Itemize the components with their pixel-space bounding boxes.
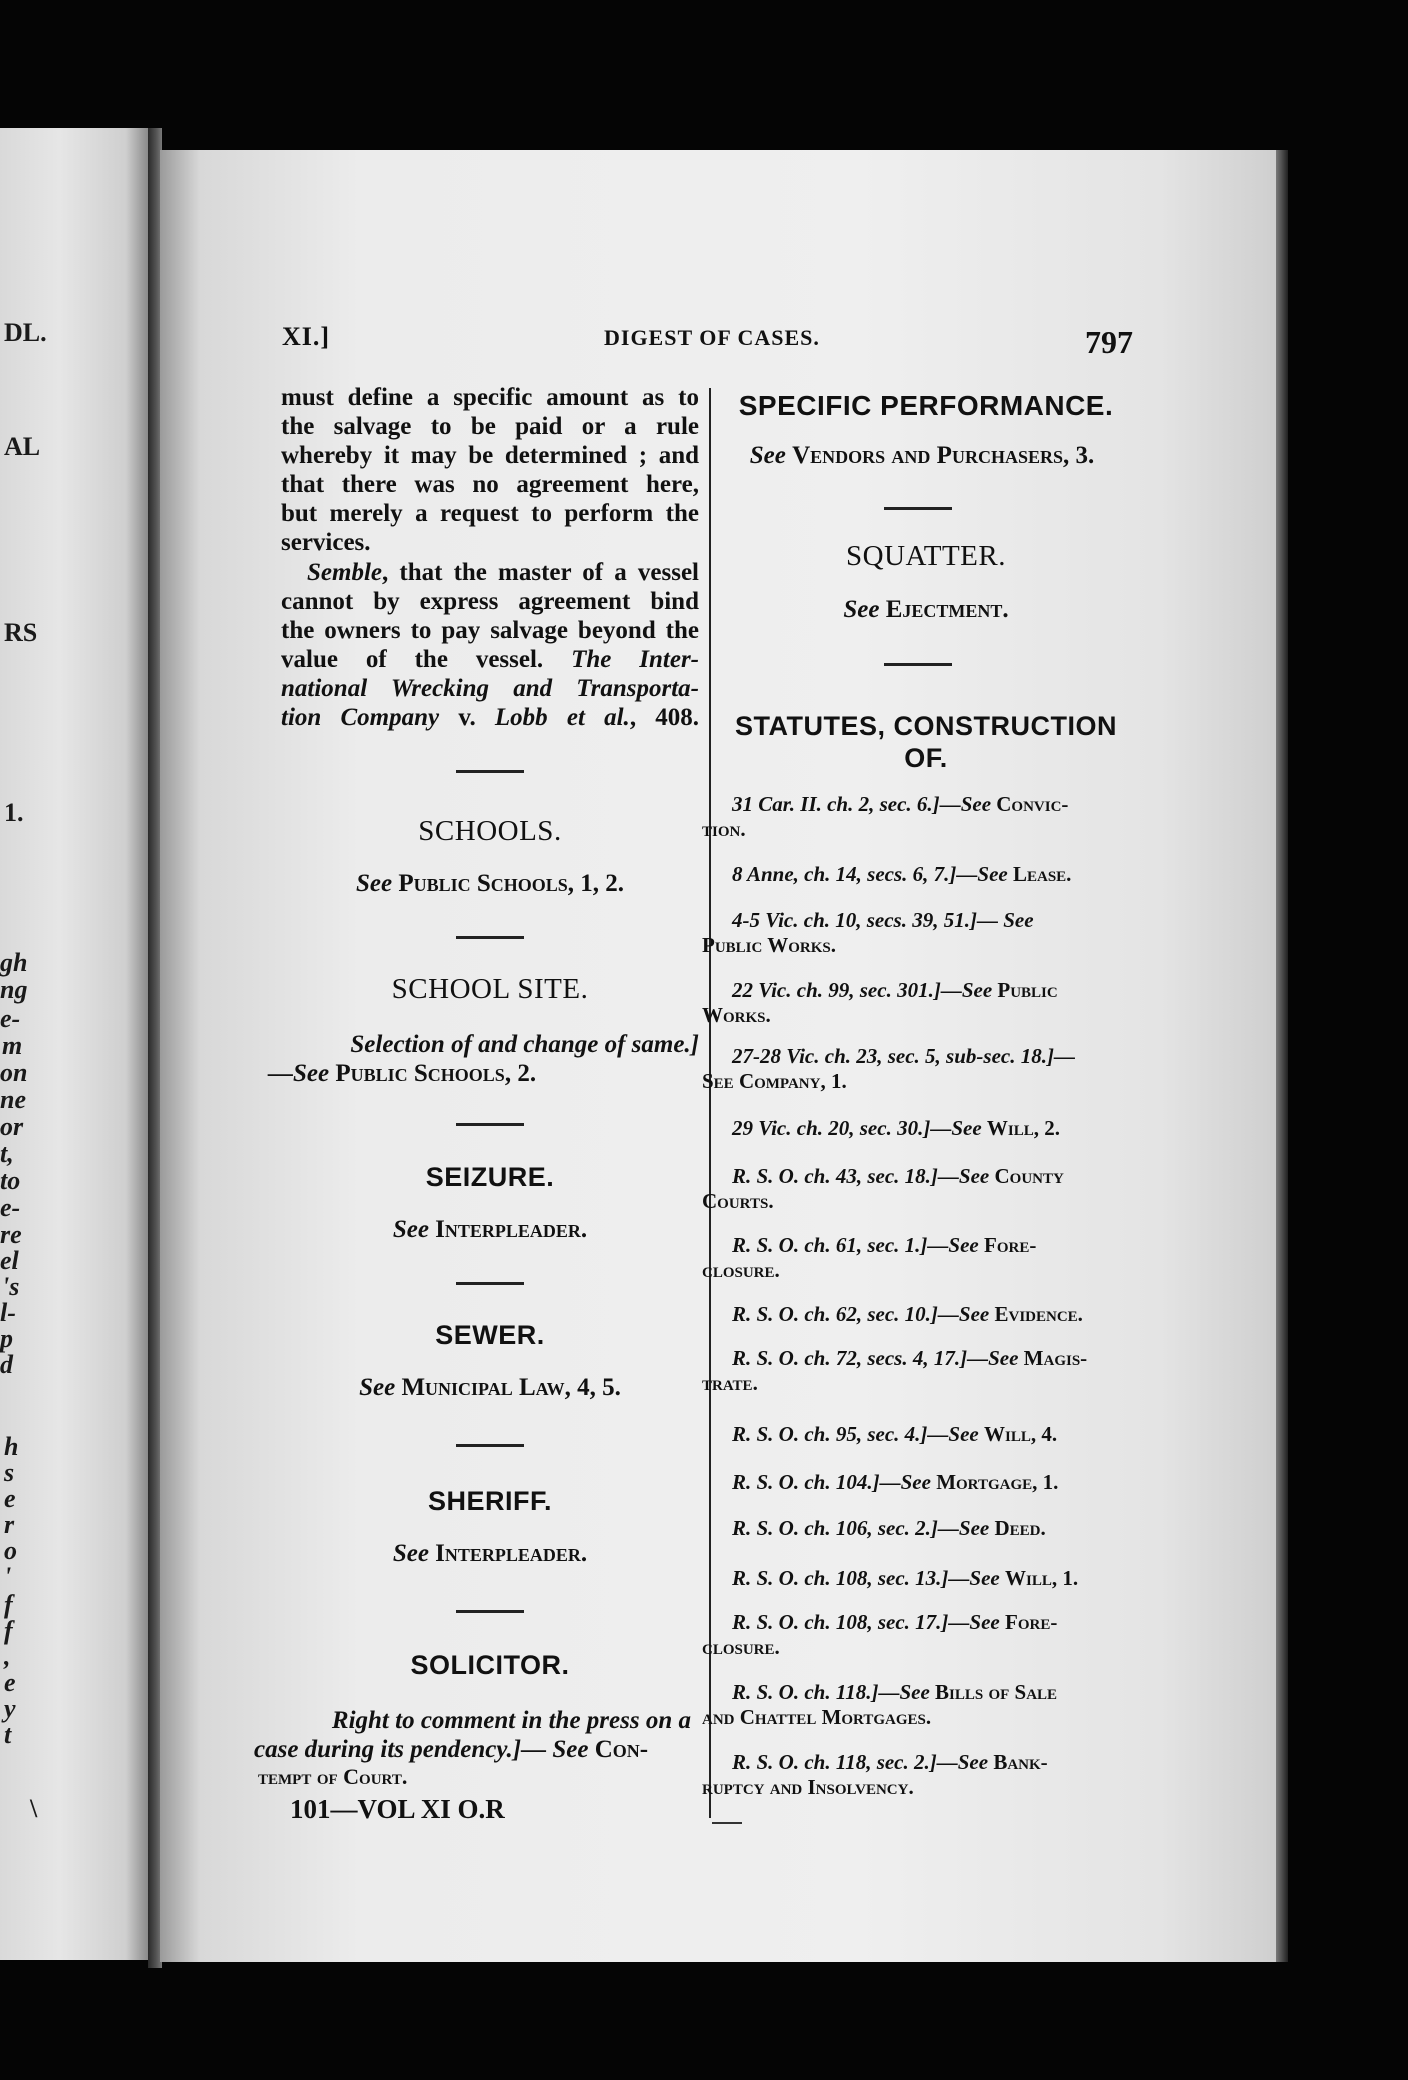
cross-reference: Bills of Sale [935,1680,1058,1704]
cross-reference: County [994,1164,1064,1188]
section-divider [456,770,524,773]
section-divider [884,663,952,666]
facing-page-fragment: \ [30,1794,38,1823]
statute-entry [702,908,1126,958]
cross-reference-continued: trate. [702,1371,758,1395]
facing-page-fragment: el [0,1246,19,1275]
section-divider [456,1123,524,1126]
page-number: 797 [1085,324,1133,360]
statute-citation [702,1516,1126,1541]
heading-squatter: SQUATTER. [846,540,1006,572]
section-divider [456,936,524,939]
citation-text: R. S. O. ch. 104.] [732,1470,880,1494]
salvage-line: services. [281,529,371,556]
statute-citation [702,908,1126,933]
statute-entry [702,1470,1126,1495]
citation-text: R. S. O. ch. 62, sec. 10.] [732,1302,938,1326]
citation-text: 27-28 Vic. ch. 23, sec. 5, sub-sec. 18.]— [732,1044,1075,1068]
facing-page-fragment: , [4,1642,11,1671]
statute-entry [702,1164,1126,1214]
cross-reference-continued: Courts. [702,1189,774,1213]
school-site-line1 [281,1030,699,1059]
facing-page-fragment: to [0,1166,21,1195]
facing-page-fragment: RS [4,618,38,647]
ref-public-schools: Public Schools [398,870,568,897]
section-divider [884,507,952,510]
heading-solicitor: SOLICITOR. [410,1650,570,1680]
citation-text: R. S. O. ch. 106, sec. 2.] [732,1516,938,1540]
see-label: —See [937,1164,995,1188]
facing-page-fragment: 's [2,1272,20,1301]
cross-reference-continued: tion. [702,817,746,841]
statute-citation [702,978,1126,1003]
facing-page-fragment: ' [4,1562,12,1591]
see-label: —See [940,978,998,1002]
cross-reference: Lease. [1012,862,1072,886]
facing-page-fragment: ne [0,1085,26,1114]
citation-text: 22 Vic. ch. 99, sec. 301.] [732,978,941,1002]
cross-reference: Deed. [994,1516,1046,1540]
heading-seizure: SEIZURE. [425,1162,555,1192]
ref-municipal-law: Municipal Law [401,1374,565,1401]
ref-contempt: Con- [594,1736,649,1763]
facing-page-fragment: t, [0,1139,14,1168]
salvage-line: the salvage to be paid or a rule [281,413,699,440]
citation-text: R. S. O. ch. 43, sec. 18.] [732,1164,938,1188]
solicitor-line3 [258,1762,676,1791]
cross-reference: Bank- [993,1750,1048,1774]
cross-reference: Will, 2. [986,1116,1060,1140]
heading-sheriff: SHERIFF. [427,1486,552,1516]
facing-page-fragment: e- [0,1193,21,1222]
statute-entry [702,792,1126,842]
cross-reference-continued: closure. [702,1258,780,1282]
cross-reference: Convic- [996,792,1069,816]
semble-line: value of the vessel. The Inter- [281,646,700,673]
salvage-line: but merely a request to perform the [281,500,699,527]
facing-page-fragment: gh [0,948,28,977]
ref-numbers: , 3. [1062,442,1095,469]
facing-page-fragment: f [4,1616,13,1645]
statute-entry [702,1422,1126,1447]
statute-entry [702,1516,1126,1541]
facing-page-fragment: h [4,1432,19,1461]
citation-text: R. S. O. ch. 108, sec. 17.] [732,1610,949,1634]
cross-reference-continued: See Company, 1. [702,1069,847,1093]
citation-text: 31 Car. II. ch. 2, sec. 6.] [732,792,940,816]
citation-text: R. S. O. ch. 61, sec. 1.] [732,1233,928,1257]
facing-page-fragment: o [4,1536,17,1565]
ref-ejectment: Ejectment. [885,596,1009,623]
see-label: —See [937,1302,995,1326]
cross-reference: Will, 1. [1005,1566,1079,1590]
facing-page-fragment: p [0,1324,13,1353]
citation-text: R. S. O. ch. 95, sec. 4.] [732,1422,928,1446]
statute-citation [702,1566,1126,1591]
statute-entry [702,862,1126,887]
see-label: —See [937,1516,995,1540]
statute-entry [702,1116,1126,1141]
heading-statutes [720,710,1132,774]
see-label: See [843,596,880,623]
facing-page-fragment: e [4,1668,16,1697]
see-label: —See [268,1060,330,1087]
facing-page-fragment: l- [0,1298,16,1327]
semble-line: the owners to pay salvage beyond the [281,617,699,644]
salvage-line: that there was no agreement here, [281,471,699,498]
heading-statutes-line1: STATUTES, CONSTRUCTION [735,711,1117,741]
statute-citation [702,1044,1126,1069]
statute-entry [702,1680,1126,1730]
statute-entry [702,1750,1126,1800]
cross-reference: Evidence. [994,1302,1083,1326]
cross-reference: Will, 4. [984,1422,1058,1446]
statute-citation [702,1422,1126,1447]
school-site-line2 [268,1059,686,1088]
facing-page-fragment: t [4,1720,12,1749]
see-label: —See [878,1680,936,1704]
salvage-line: must define a specific amount as to [281,384,699,411]
semble-line: Semble, that the master of a vessel [307,559,699,586]
squatter-cross-ref [720,596,1132,624]
see-label: See [392,1216,429,1243]
semble-line: national Wrecking and Transporta- [281,675,699,702]
citation-text: R. S. O. ch. 118.] [732,1680,879,1704]
facing-page-fragment: y [4,1694,16,1723]
ref-numbers: , 2. [504,1060,537,1087]
heading-sewer: SEWER. [435,1320,545,1350]
solicitor-line2 [254,1735,684,1764]
see-label: —See [879,1470,937,1494]
statute-entry [702,1302,1126,1327]
cross-reference: Fore- [1005,1610,1058,1634]
ref-public-schools: Public Schools [335,1060,505,1087]
facing-page-fragment: r [4,1510,15,1539]
heading-schools: SCHOOLS. [418,815,562,847]
cross-reference-continued: Works. [702,1003,771,1027]
schools-cross-ref [281,870,699,898]
heading-statutes-line2: OF. [904,743,948,773]
semble-line: cannot by express agreement bind [281,588,699,615]
see-label: —See [927,1422,984,1446]
solicitor-italic: case during its pendency.] [254,1736,522,1763]
cross-reference: Mortgage, 1. [936,1470,1059,1494]
school-site-italic: Selection of and change of same.] [350,1031,699,1058]
statute-citation [702,1346,1126,1371]
sewer-cross-ref [281,1374,699,1402]
see-label: —See [956,862,1013,886]
see-label: See [749,442,786,469]
ref-interpleader: Interpleader. [435,1216,588,1243]
facing-page-fragment: m [2,1031,23,1060]
running-head-title: DIGEST OF CASES. [604,325,820,350]
facing-page-fragment: f [4,1590,13,1619]
facing-page-fragment: d [0,1350,13,1379]
statute-citation [702,1233,1126,1258]
section-divider [456,1610,524,1613]
statute-entry [702,1566,1126,1591]
ref-numbers: , 1, 2. [567,870,625,897]
see-label: —See [930,1116,987,1140]
seizure-cross-ref [281,1216,699,1244]
statute-entry [702,1233,1126,1283]
cross-reference-continued: closure. [702,1635,780,1659]
statute-entry [702,978,1126,1028]
facing-page-fragment: or [0,1112,24,1141]
see-label: —See [948,1566,1005,1590]
citation-text: 29 Vic. ch. 20, sec. 30.] [732,1116,931,1140]
citation-text: R. S. O. ch. 108, sec. 13.] [732,1566,949,1590]
facing-page-fragment: s [4,1458,15,1487]
solicitor-line1 [291,1706,691,1735]
see-label: See [355,870,393,897]
facing-page-fragment: re [0,1220,22,1249]
statute-entry [702,1610,1126,1660]
citation-text: 4-5 Vic. ch. 10, secs. 39, 51.] [732,908,977,932]
cross-reference: Public [997,978,1058,1002]
statute-citation [702,1470,1126,1495]
see-label: See [359,1374,396,1401]
section-divider [456,1282,524,1285]
ref-contempt: tempt of Court. [258,1764,408,1789]
see-label: —See [948,1610,1005,1634]
column-end-rule [712,1822,742,1824]
statute-entry [702,1346,1126,1396]
specific-performance-cross-ref [716,442,1128,470]
facing-page-fragment: e [4,1484,16,1513]
statute-citation [702,1116,1126,1141]
page-edge-shadow [1276,150,1288,1962]
facing-page-fragment: ng [0,975,28,1004]
facing-page-fragment: 1. [4,798,24,827]
statute-citation [702,792,1126,817]
salvage-line: whereby it may be determined ; and [281,442,699,469]
statute-entry [702,1044,1126,1094]
cross-reference: Magis- [1023,1346,1088,1370]
statute-citation [702,1750,1126,1775]
ref-vendors-purchasers: Vendors and Purchasers [792,442,1063,469]
heading-specific-performance: SPECIFIC PERFORMANCE. [738,390,1114,421]
see-label: — See [976,908,1034,932]
section-divider [456,1444,524,1447]
facing-page-fragment: DL. [4,318,47,347]
running-head-volume: XI.] [282,322,331,351]
sheriff-cross-ref [281,1540,699,1568]
statute-citation [702,862,1126,887]
solicitor-italic: Right to comment in the press on a [331,1707,691,1734]
ref-interpleader: Interpleader. [435,1540,588,1567]
statute-citation [702,1164,1126,1189]
statute-citation [702,1680,1126,1705]
statute-citation [702,1302,1126,1327]
printer-signature: 101—VOL XI O.R [290,1794,505,1824]
ref-numbers: , 4, 5. [564,1374,621,1401]
see-label: —See [927,1233,984,1257]
cross-reference-continued: ruptcy and Insolvency. [702,1775,914,1799]
cross-reference: Fore- [984,1233,1037,1257]
citation-text: R. S. O. ch. 118, sec. 2.] [732,1750,937,1774]
cross-reference-continued: and Chattel Mortgages. [702,1705,932,1729]
see-label: —See [967,1346,1024,1370]
citation-text: R. S. O. ch. 72, secs. 4, 17.] [732,1346,968,1370]
see-label: — See [521,1736,589,1763]
citation-text: 8 Anne, ch. 14, secs. 6, 7.] [732,862,957,886]
facing-page-fragment: AL [4,432,41,461]
statute-citation [702,1610,1126,1635]
cross-reference-continued: Public Works. [702,933,836,957]
facing-page-fragment: on [0,1058,28,1087]
heading-school-site: SCHOOL SITE. [391,973,589,1005]
see-label: —See [936,1750,994,1774]
column-rule [709,388,711,1818]
semble-line: tion Company v. Lobb et al., 408. [281,704,700,731]
see-label: —See [939,792,997,816]
see-label: See [392,1540,429,1567]
facing-page-fragment: e- [0,1004,21,1033]
